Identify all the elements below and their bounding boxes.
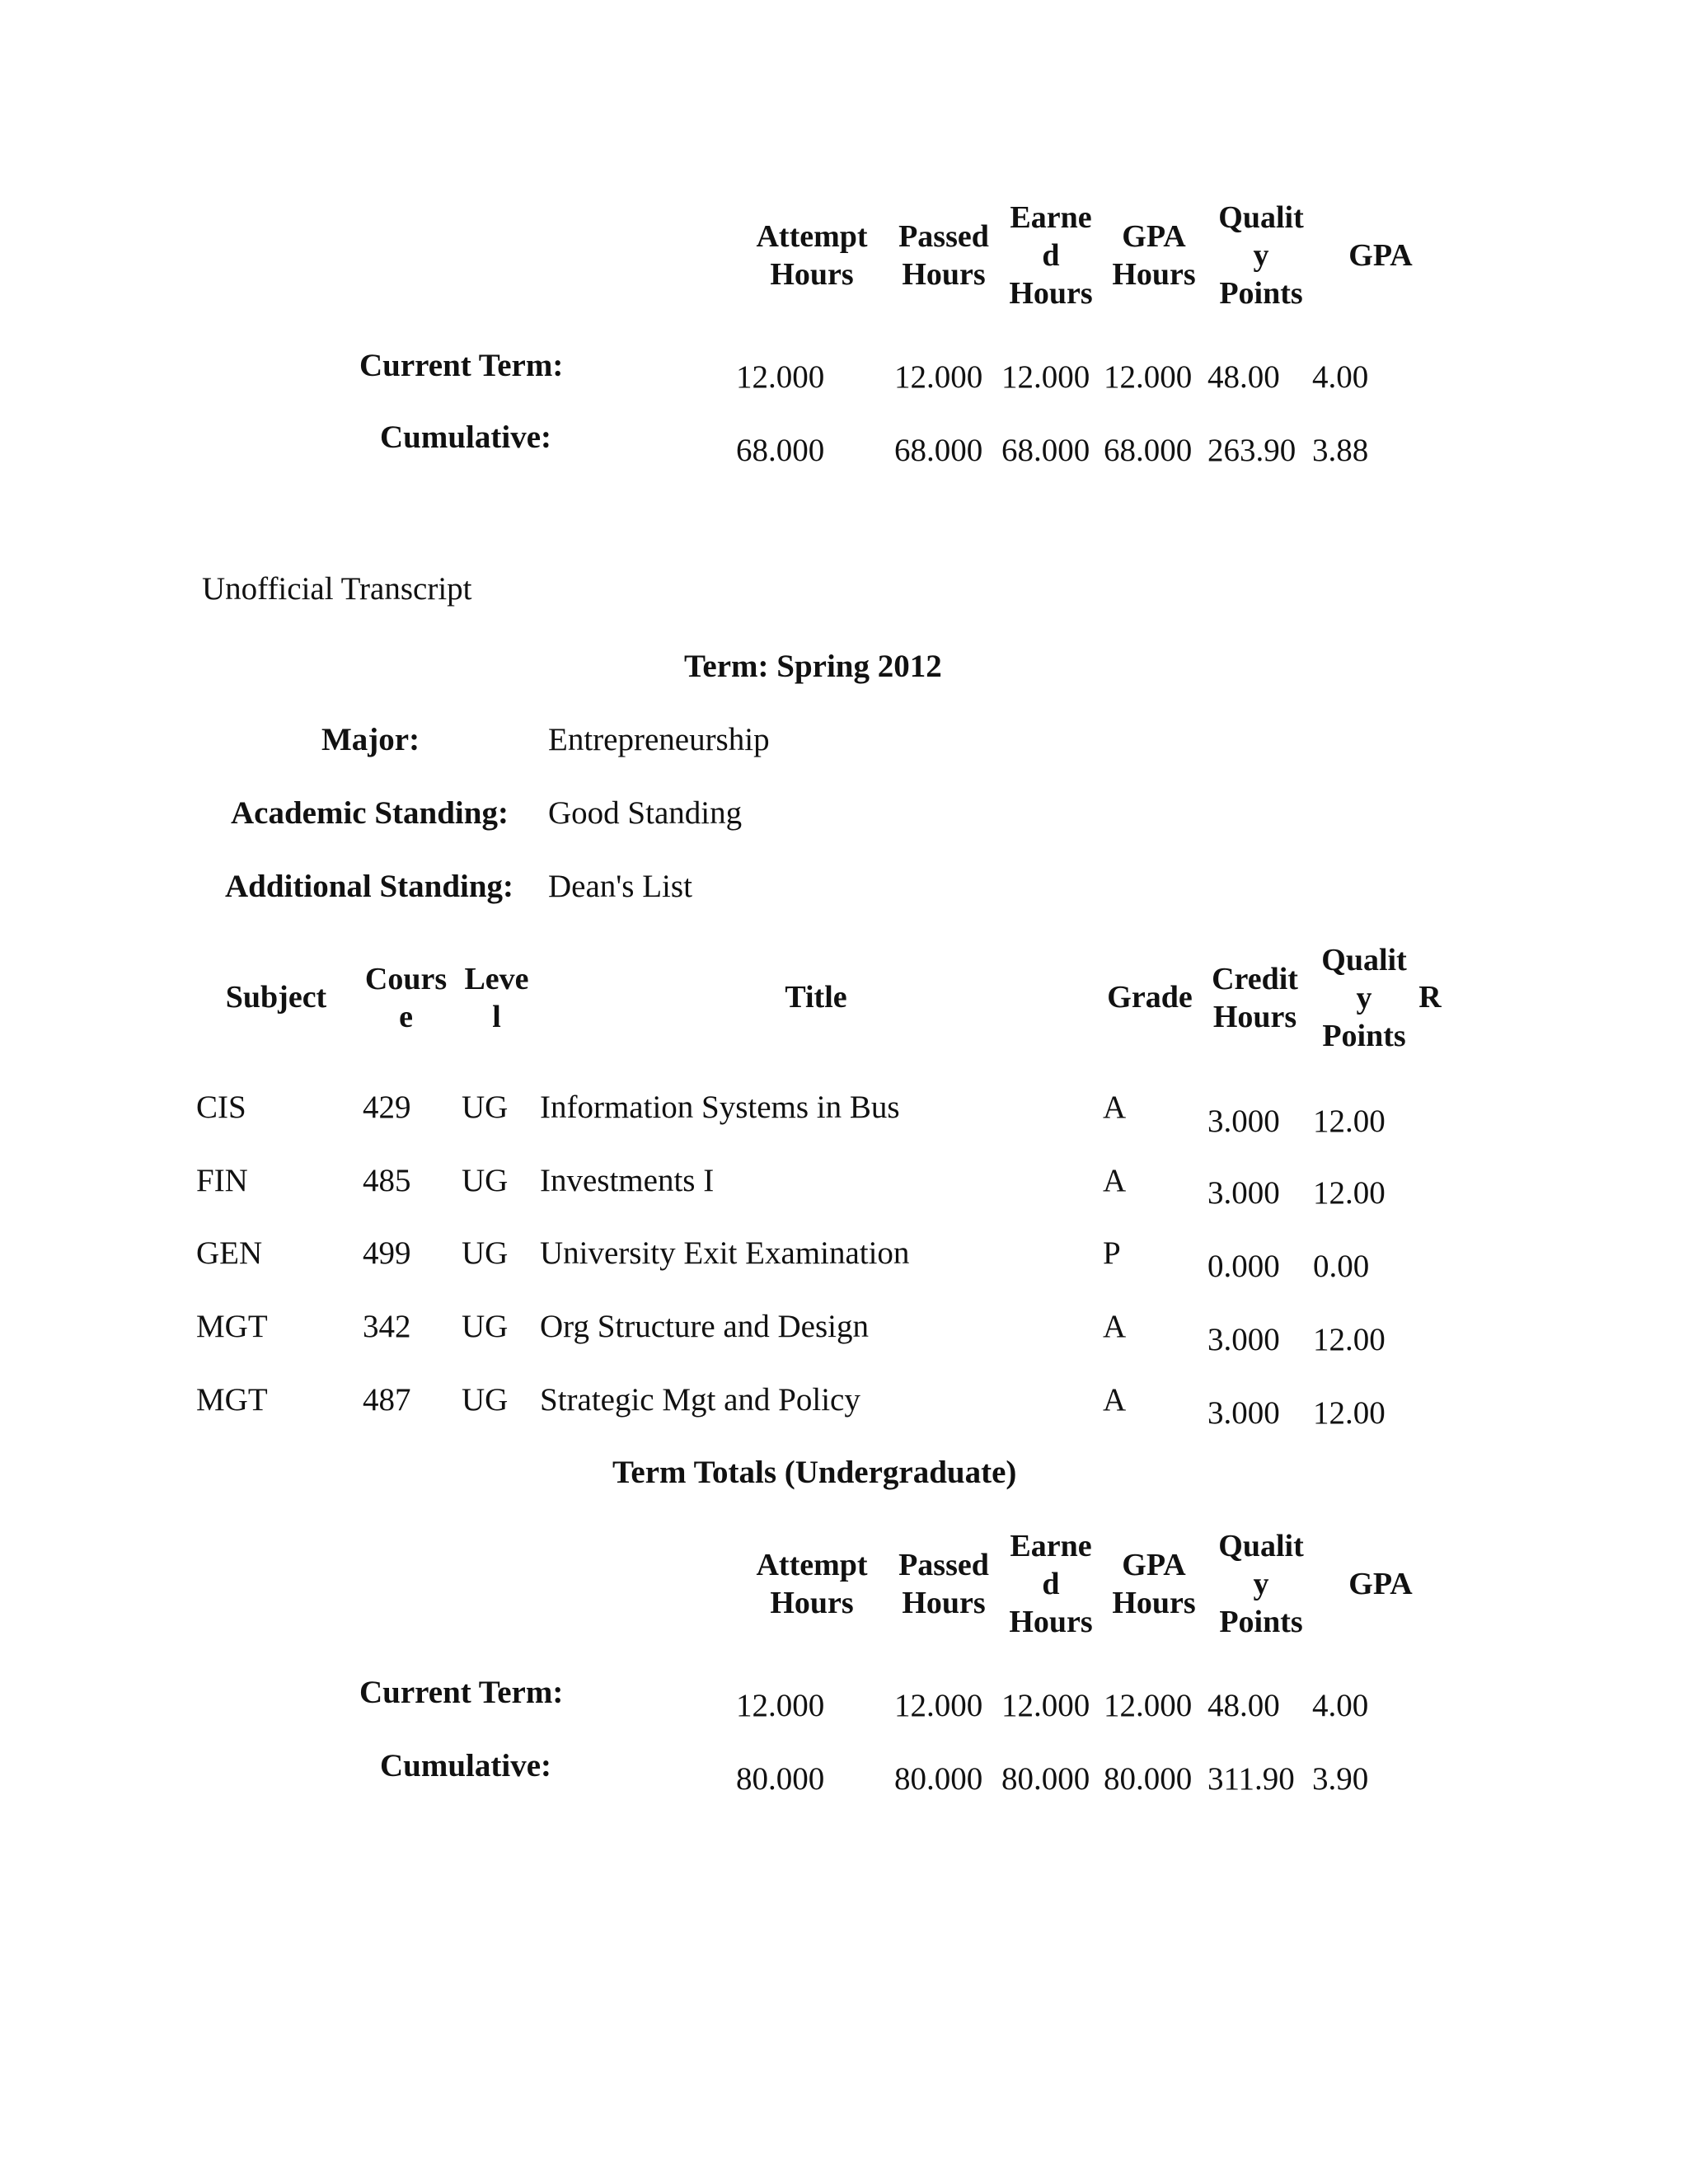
- col-subject-header: Subject: [225, 980, 327, 1015]
- row-course: 429: [363, 1090, 411, 1125]
- cumulative-gpa-hours: 68.000: [1104, 433, 1193, 468]
- term-title: Term: Spring 2012: [684, 649, 942, 684]
- header-quality-points: Qualit y Points: [1218, 1529, 1304, 1639]
- header-gpa: GPA: [1348, 1567, 1413, 1601]
- header-earned-hours: Earne d Hours: [1009, 1529, 1093, 1639]
- academic-standing-value: Good Standing: [548, 795, 743, 831]
- cumulative-passed-hours: 68.000: [894, 433, 983, 468]
- cumulative-gpa-hours: 80.000: [1104, 1761, 1193, 1797]
- row-title: Strategic Mgt and Policy: [540, 1382, 860, 1418]
- row-level: UG: [462, 1163, 509, 1198]
- current-gpa: 4.00: [1312, 359, 1369, 395]
- col-title-header: Title: [785, 980, 847, 1015]
- row-course: 487: [363, 1382, 411, 1418]
- col-grade-header: Grade: [1107, 980, 1193, 1015]
- cumulative-attempt-hours: 80.000: [736, 1761, 825, 1797]
- row-subject: MGT: [196, 1382, 268, 1418]
- academic-standing-label: Academic Standing:: [231, 795, 509, 831]
- row-subject: GEN: [196, 1235, 263, 1271]
- col-credit-hours-header: Credit Hours: [1212, 962, 1298, 1034]
- header-attempt-hours: Attempt Hours: [756, 219, 868, 292]
- row-grade: A: [1103, 1309, 1127, 1344]
- row-credit-hours: 3.000: [1207, 1175, 1280, 1211]
- header-gpa-hours: GPA Hours: [1112, 219, 1196, 292]
- current-quality-points: 48.00: [1207, 359, 1280, 395]
- cumulative-gpa: 3.90: [1312, 1761, 1369, 1797]
- row-quality-points: 12.00: [1313, 1395, 1386, 1431]
- cumulative-quality-points: 311.90: [1207, 1761, 1295, 1797]
- row-grade: A: [1103, 1163, 1127, 1198]
- row-subject: FIN: [196, 1163, 248, 1198]
- row-level: UG: [462, 1235, 509, 1271]
- cumulative-gpa: 3.88: [1312, 433, 1369, 468]
- row-credit-hours: 3.000: [1207, 1322, 1280, 1357]
- row-level: UG: [462, 1090, 509, 1125]
- row-quality-points: 0.00: [1313, 1249, 1370, 1284]
- row-title: Investments I: [540, 1163, 715, 1198]
- major-label: Major:: [321, 722, 420, 757]
- row-level: UG: [462, 1382, 509, 1418]
- row-title: University Exit Examination: [540, 1235, 910, 1271]
- current-passed-hours: 12.000: [894, 359, 983, 395]
- col-quality-points-header: Qualit y Points: [1321, 943, 1407, 1053]
- current-earned-hours: 12.000: [1001, 1688, 1090, 1723]
- col-r-header: R: [1418, 980, 1442, 1015]
- cumulative-earned-hours: 80.000: [1001, 1761, 1090, 1797]
- row-grade: A: [1103, 1382, 1127, 1418]
- cumulative-label: Cumulative:: [380, 419, 551, 455]
- row-subject: CIS: [196, 1090, 246, 1125]
- header-passed-hours: Passed Hours: [898, 219, 989, 292]
- row-title: Org Structure and Design: [540, 1309, 869, 1344]
- term-totals-title: Term Totals (Undergraduate): [612, 1455, 1017, 1490]
- row-subject: MGT: [196, 1309, 268, 1344]
- col-level-header: Leve l: [464, 962, 529, 1034]
- additional-standing-value: Dean's List: [548, 869, 692, 904]
- header-passed-hours: Passed Hours: [898, 1548, 989, 1620]
- row-grade: A: [1103, 1090, 1127, 1125]
- current-gpa-hours: 12.000: [1104, 1688, 1193, 1723]
- row-quality-points: 12.00: [1313, 1175, 1386, 1211]
- document-title: Unofficial Transcript: [202, 571, 472, 607]
- header-gpa-hours: GPA Hours: [1112, 1548, 1196, 1620]
- major-value: Entrepreneurship: [548, 722, 770, 757]
- current-term-label: Current Term:: [359, 348, 564, 383]
- row-course: 342: [363, 1309, 411, 1344]
- current-quality-points: 48.00: [1207, 1688, 1280, 1723]
- row-credit-hours: 3.000: [1207, 1104, 1280, 1139]
- current-gpa: 4.00: [1312, 1688, 1369, 1723]
- row-course: 485: [363, 1163, 411, 1198]
- header-attempt-hours: Attempt Hours: [756, 1548, 868, 1620]
- header-gpa: GPA: [1348, 238, 1413, 273]
- row-quality-points: 12.00: [1313, 1104, 1386, 1139]
- cumulative-attempt-hours: 68.000: [736, 433, 825, 468]
- row-grade: P: [1103, 1235, 1121, 1271]
- header-quality-points: Qualit y Points: [1218, 200, 1304, 311]
- row-title: Information Systems in Bus: [540, 1090, 900, 1125]
- row-credit-hours: 0.000: [1207, 1249, 1280, 1284]
- col-course-header: Cours e: [364, 962, 448, 1034]
- current-gpa-hours: 12.000: [1104, 359, 1193, 395]
- cumulative-earned-hours: 68.000: [1001, 433, 1090, 468]
- current-attempt-hours: 12.000: [736, 359, 825, 395]
- current-passed-hours: 12.000: [894, 1688, 983, 1723]
- current-earned-hours: 12.000: [1001, 359, 1090, 395]
- header-earned-hours: Earne d Hours: [1009, 200, 1093, 311]
- cumulative-label: Cumulative:: [380, 1748, 551, 1783]
- additional-standing-label: Additional Standing:: [225, 869, 514, 904]
- cumulative-quality-points: 263.90: [1207, 433, 1296, 468]
- row-credit-hours: 3.000: [1207, 1395, 1280, 1431]
- row-course: 499: [363, 1235, 411, 1271]
- current-term-label: Current Term:: [359, 1675, 564, 1710]
- current-attempt-hours: 12.000: [736, 1688, 825, 1723]
- cumulative-passed-hours: 80.000: [894, 1761, 983, 1797]
- row-level: UG: [462, 1309, 509, 1344]
- row-quality-points: 12.00: [1313, 1322, 1386, 1357]
